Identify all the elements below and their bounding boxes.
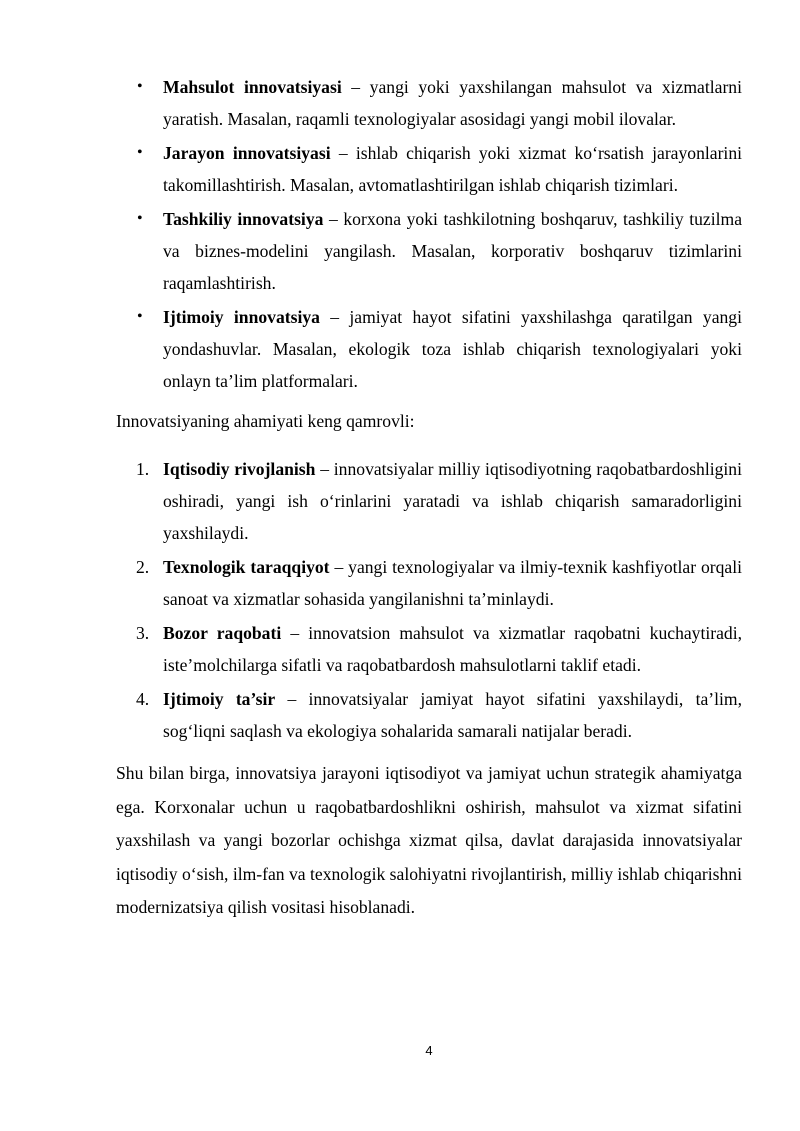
bullet-icon: • [137, 210, 143, 227]
page-content [116, 71, 742, 925]
list-item [116, 301, 742, 397]
list-item [116, 551, 742, 615]
list-item-text: – innovatsiyalar milliy iqtisodiyotning raqobatbardoshligini oshiradi, yangi ish oʻrinlarini yaratadi va ishlab chiqarish samaradorligini yaxshilaydi. [163, 459, 742, 543]
innovation-types-list [116, 71, 742, 397]
list-item-term: Tashkiliy innovatsiya [163, 209, 324, 229]
list-item-number: 1. [136, 459, 150, 479]
list-item-text: – innovatsiyalar jamiyat hayot sifatini yaxshilaydi, ta’lim, sogʻliqni saqlash va ekologiya sohalarida samarali natijalar beradi. [163, 689, 742, 741]
list-item-term: Texnologik taraqqiyot [163, 557, 330, 577]
bullet-icon: • [137, 78, 143, 95]
bullet-icon: • [137, 308, 143, 325]
list-item [116, 203, 742, 299]
list-item-term: Iqtisodiy rivojlanish [163, 459, 316, 479]
importance-list [116, 453, 742, 747]
list-item-text: – jamiyat hayot sifatini yaxshilashga qaratilgan yangi yondashuvlar. Masalan, ekologik toza ishlab chiqarish texnologiyalari yoki onlayn ta’lim platformalari. [163, 307, 742, 391]
list-item [116, 137, 742, 201]
page-number: 4 [425, 1043, 433, 1058]
list-item [116, 683, 742, 747]
bullet-icon: • [137, 144, 143, 161]
list-item-term: Jarayon innovatsiyasi [163, 143, 331, 163]
list-item-text: – ishlab chiqarish yoki xizmat koʻrsatish jarayonlarini takomillashtirish. Masalan, avtomatlashtirilgan ishlab chiqarish tizimlari. [163, 143, 743, 195]
intro-paragraph: Innovatsiyaning ahamiyati keng qamrovli: [116, 411, 415, 431]
list-item-term: Ijtimoiy ta’sir [163, 689, 276, 709]
list-item-number: 3. [136, 623, 150, 643]
list-item-text: – yangi yoki yaxshilangan mahsulot va xizmatlarni yaratish. Masalan, raqamli texnologiyalar asosidagi yangi mobil ilovalar. [163, 77, 742, 129]
list-item-text: – korxona yoki tashkilotning boshqaruv, tashkiliy tuzilma va biznes-modelini yangilash. Masalan, korporativ boshqaruv tizimlarini raqamlashtirish. [163, 209, 743, 293]
list-item-term: Ijtimoiy innovatsiya [163, 307, 320, 327]
list-item-number: 4. [136, 689, 150, 709]
list-item-number: 2. [136, 557, 150, 577]
list-item-text: – innovatsion mahsulot va xizmatlar raqobatni kuchaytiradi, iste’molchilarga sifatli va raqobatbardosh mahsulotlarni taklif etadi. [163, 623, 742, 675]
list-item-term: Mahsulot innovatsiyasi [163, 77, 342, 97]
closing-paragraph: Shu bilan birga, innovatsiya jarayoni iqtisodiyot va jamiyat uchun strategik ahamiyatga ega. Korxonalar uchun u raqobatbardoshlikni oshirish, mahsulot va xizmat sifatini yaxshilash va yangi bozorlar ochishga xizmat qilsa, davlat darajasida innovatsiyalar iqtisodiy oʻsish, ilm-fan va texnologik salohiyatni rivojlantirish, milliy ishlab chiqarishni modernizatsiya qilish vositasi hisoblanadi. [116, 763, 742, 917]
list-item-term: Bozor raqobati [163, 623, 282, 643]
list-item [116, 71, 742, 135]
list-item [116, 617, 742, 681]
list-item-text: – yangi texnologiyalar va ilmiy-texnik kashfiyotlar orqali sanoat va xizmatlar sohasida yangilanishni ta’minlaydi. [163, 557, 742, 609]
list-item [116, 453, 742, 549]
